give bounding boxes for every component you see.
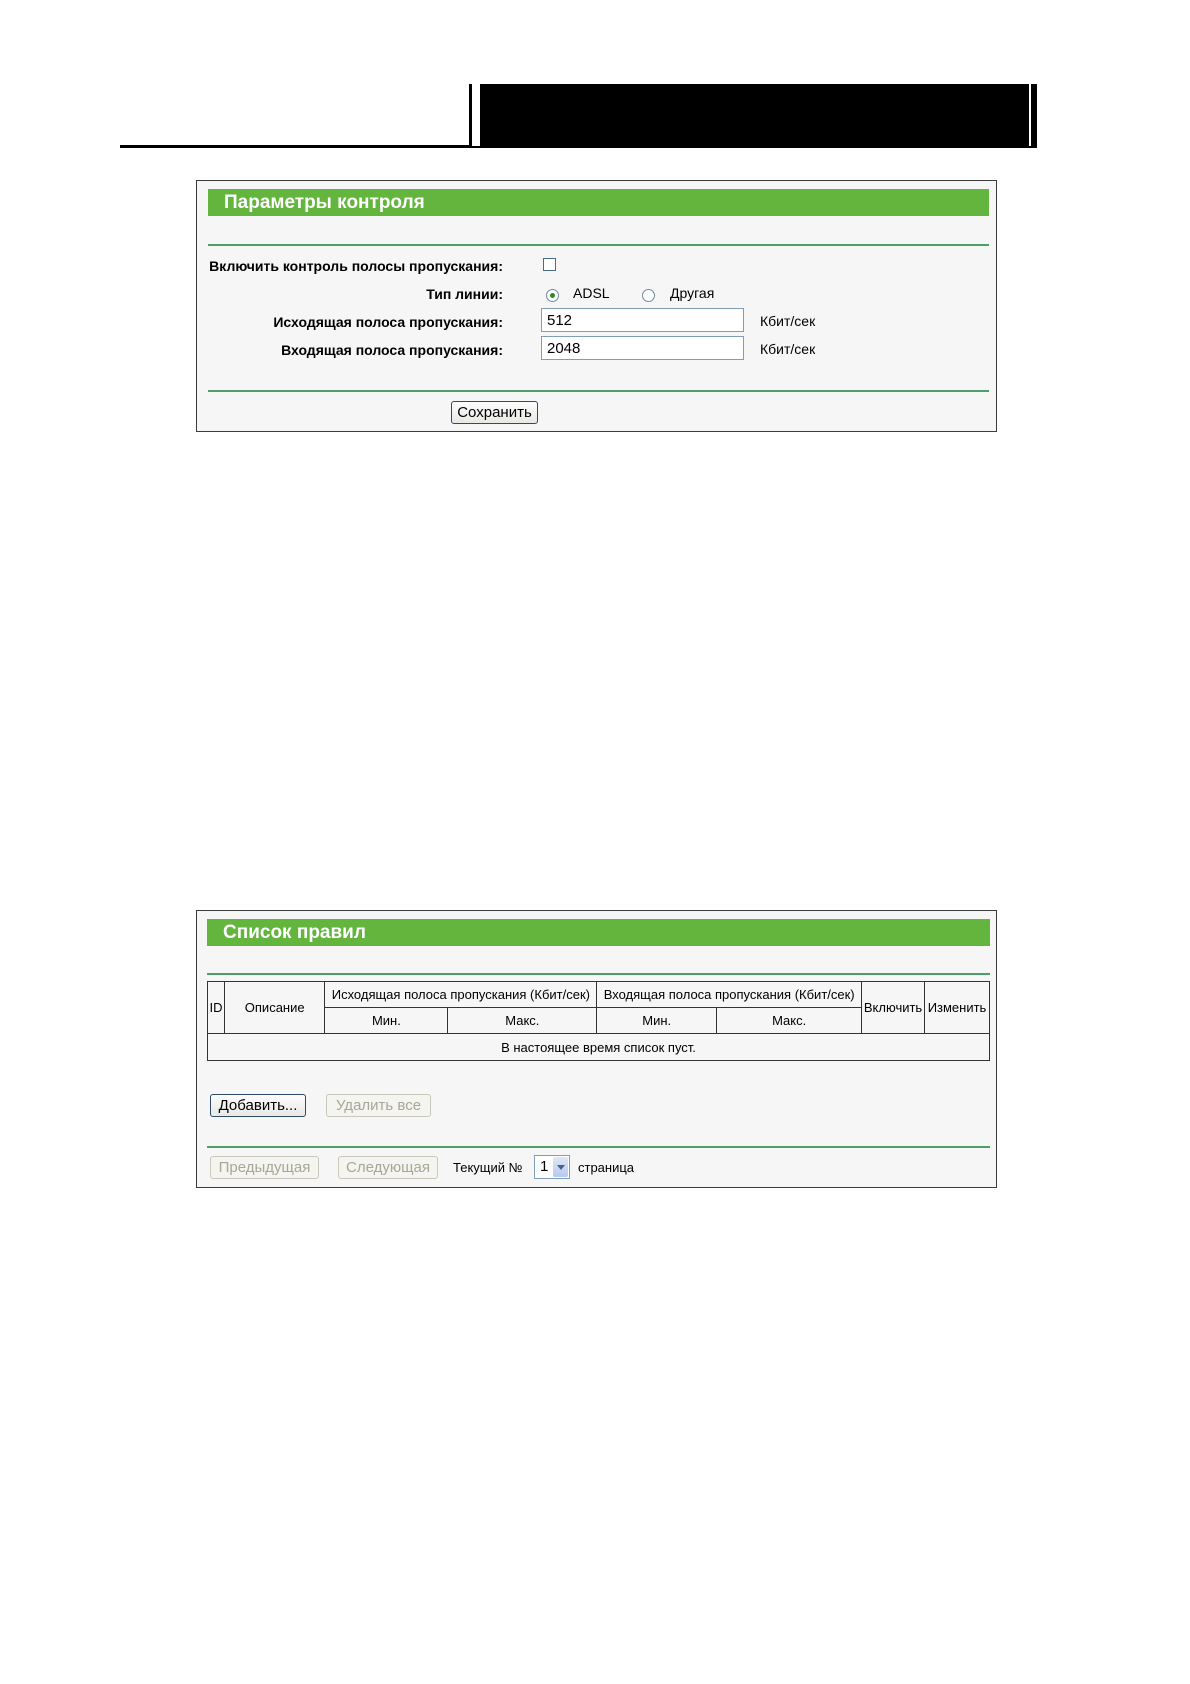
add-rule-button[interactable]: Добавить... [210,1094,306,1117]
enable-bandwidth-checkbox[interactable] [543,258,556,271]
empty-list-message: В настоящее время список пуст. [208,1034,990,1061]
control-panel-top-line [208,244,989,246]
page-suffix-label: страница [578,1160,635,1175]
chevron-down-icon [553,1157,568,1177]
ingress-bandwidth-input[interactable] [541,336,744,360]
page-select[interactable] [534,1155,570,1179]
col-id: ID [208,982,225,1034]
enable-bandwidth-label: Включить контроль полосы пропускания: [209,258,503,274]
col-ingress: Входящая полоса пропускания (Кбит/сек) [597,982,862,1008]
page-select-value: 1 [540,1158,549,1175]
current-page-label: Текущий № [453,1160,523,1175]
header-bar-edge [1029,84,1031,146]
line-type-other-label: Другая [670,285,715,301]
line-type-label: Тип линии: [426,286,503,302]
col-ingress-max: Макс. [717,1008,862,1034]
line-type-adsl-radio[interactable] [546,289,559,302]
egress-unit-label: Кбит/сек [760,313,816,329]
ingress-bandwidth-label: Входящая полоса пропускания: [281,342,503,358]
delete-all-button[interactable]: Удалить все [326,1094,431,1117]
control-panel-title: Параметры контроля [208,189,989,216]
col-egress: Исходящая полоса пропускания (Кбит/сек) [325,982,597,1008]
egress-bandwidth-input[interactable] [541,308,744,332]
line-type-other-radio[interactable] [642,289,655,302]
col-egress-min: Мин. [325,1008,448,1034]
ingress-unit-label: Кбит/сек [760,341,816,357]
control-panel-bottom-line [208,390,989,392]
col-enable: Включить [862,982,925,1034]
control-settings-panel [196,180,997,432]
egress-bandwidth-label: Исходящая полоса пропускания: [273,314,503,330]
rules-panel-title: Список правил [207,919,990,946]
header-black-bar [469,84,1037,146]
save-button[interactable]: Сохранить [451,401,538,424]
next-page-button[interactable]: Следующая [338,1156,438,1179]
col-modify: Изменить [925,982,990,1034]
rules-panel-top-line [207,973,990,975]
previous-page-button[interactable]: Предыдущая [210,1156,319,1179]
col-egress-max: Макс. [448,1008,597,1034]
col-description: Описание [224,982,324,1034]
col-ingress-min: Мин. [597,1008,717,1034]
rules-panel-bottom-line [207,1146,990,1148]
rules-table [207,981,990,1061]
line-type-adsl-label: ADSL [573,285,610,301]
